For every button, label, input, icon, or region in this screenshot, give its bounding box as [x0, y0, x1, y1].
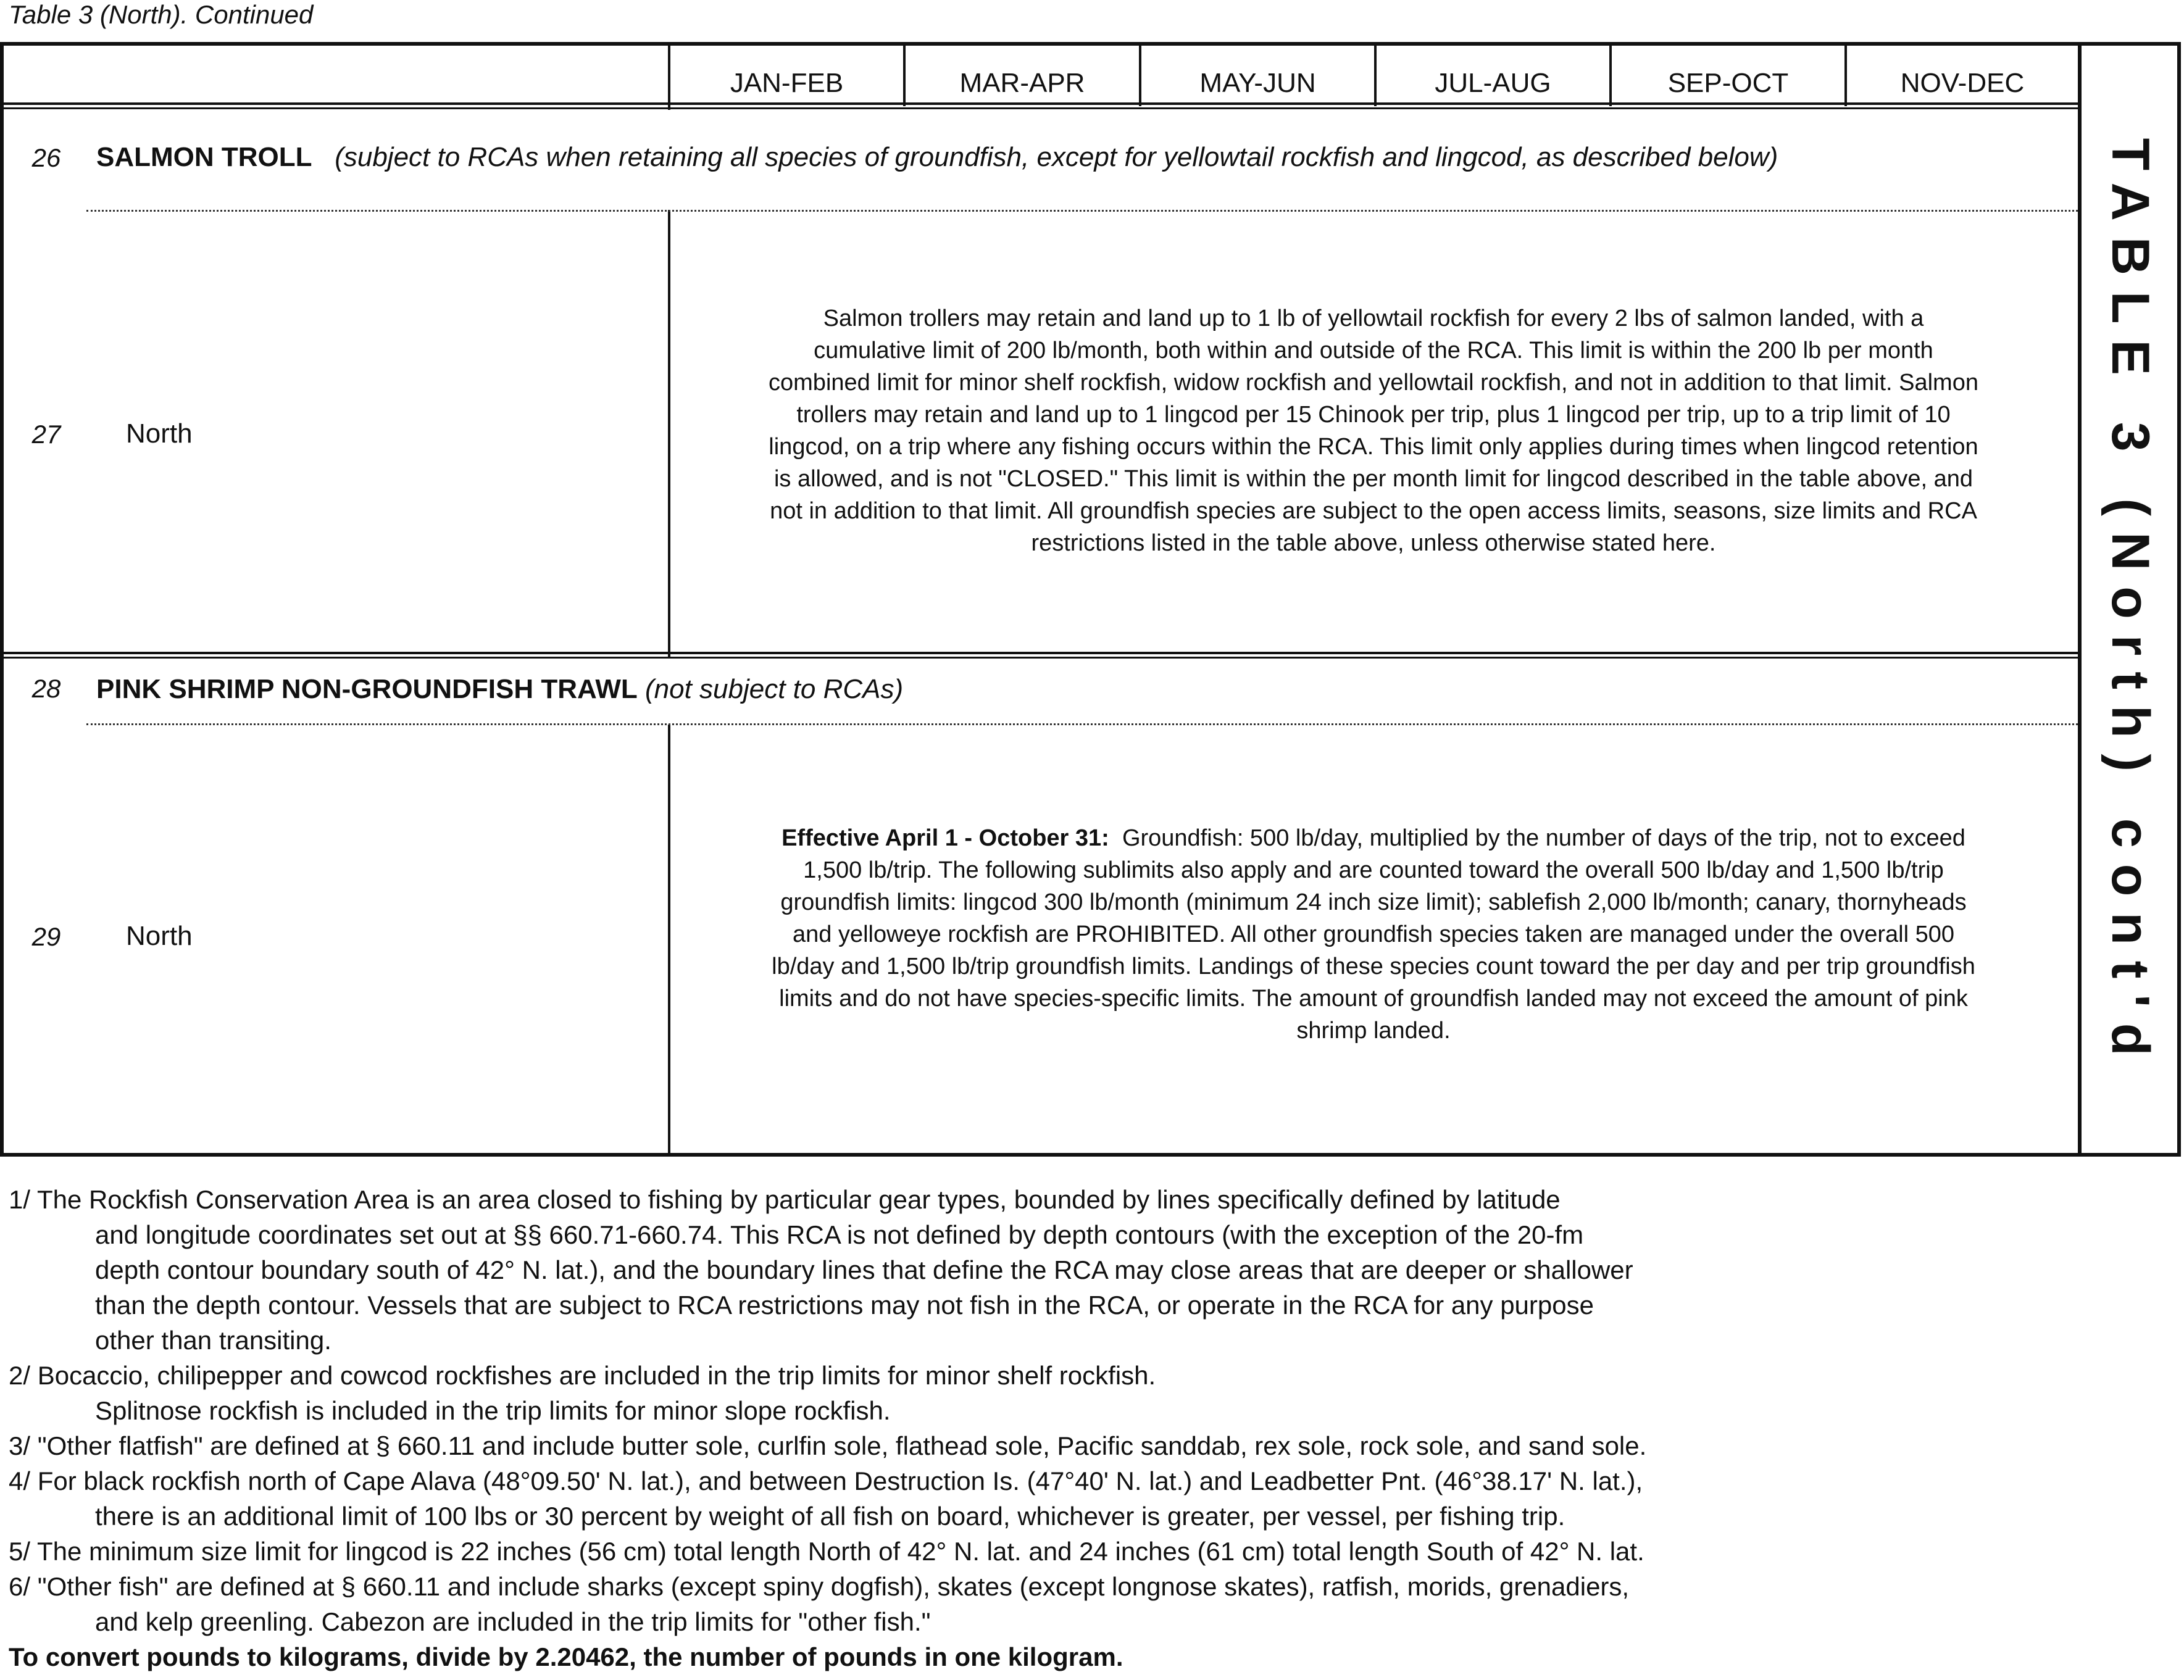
- footnote-line: 5/ The minimum size limit for lingcod is 22 inches (56 cm) total length North of 42° N. lat. and 24 inches (61 cm) total length South of 42° N. lat.: [9, 1537, 1644, 1566]
- limit-text-line: shrimp landed.: [1296, 1018, 1451, 1044]
- footnote-line: than the depth contour. Vessels that are subject to RCA restrictions may not fish in the RCA, or operate in the RCA for any purpose: [95, 1291, 1594, 1320]
- footnote-line: and kelp greenling. Cabezon are included in the trip limits for "other fish.": [95, 1607, 931, 1636]
- section-separator: [4, 657, 2078, 659]
- table-caption: Table 3 (North). Continued: [9, 0, 314, 29]
- pink-shrimp-limit-text: [673, 822, 2074, 1047]
- footnote-line: there is an additional limit of 100 lbs or 30 percent by weight of all fish on board, whichever is greater, per vessel, per fishing trip.: [95, 1502, 1565, 1531]
- footnote-line: 1/ The Rockfish Conservation Area is an area closed to fishing by particular gear types, bounded by lines specifically defined by latitude: [9, 1185, 1561, 1214]
- row-number: 28: [31, 674, 61, 703]
- section-rule: [86, 210, 2078, 212]
- section-title-salmon-troll: [96, 142, 1778, 173]
- period-header-jul-aug: JUL-AUG: [1435, 68, 1551, 98]
- divider-col-left: [668, 725, 670, 1153]
- effective-date-label: Effective April 1 - October 31:: [781, 825, 1109, 851]
- limit-text-line: combined limit for minor shelf rockfish, widow rockfish and yellowtail rockfish, and not in addition to that limit. Salmon: [769, 370, 1978, 396]
- limit-text-line: lingcod, on a trip where any fishing occurs within the RCA. This limit only applies during times when lingcod retention: [769, 434, 1978, 460]
- period-header-sep-oct: SEP-OCT: [1667, 68, 1789, 98]
- section-title-text: SALMON TROLL: [96, 142, 312, 172]
- footnote-3: [9, 1428, 2169, 1463]
- footnote-line: Splitnose rockfish is included in the trip limits for minor slope rockfish.: [95, 1396, 891, 1425]
- row-number: 29: [31, 922, 61, 951]
- period-header-mar-apr: MAR-APR: [959, 68, 1085, 98]
- region-label: North: [126, 418, 193, 449]
- limit-text-line: limits and do not have species-specific limits. The amount of groundfish landed may not exceed the amount of pink: [779, 986, 1968, 1012]
- limit-text-line: lb/day and 1,500 lb/trip groundfish limits. Landings of these species count toward the per day and per trip groundfish: [772, 954, 1975, 979]
- limit-text-line: [673, 822, 2074, 854]
- footnote-line: and longitude coordinates set out at §§ 660.71-660.74. This RCA is not defined by depth contours (with the exception of the 20-fm: [95, 1220, 1584, 1249]
- footnote-6: [9, 1569, 2169, 1639]
- limit-text-line: restrictions listed in the table above, unless otherwise stated here.: [1031, 530, 1716, 556]
- footnote-2: [9, 1358, 2169, 1428]
- footnotes: [9, 1182, 2169, 1674]
- region-label: North: [126, 921, 193, 951]
- limit-text-line: 1,500 lb/trip. The following sublimits also apply and are counted toward the overall 500 lb/day and 1,500 lb/trip: [803, 857, 1944, 883]
- limit-text-span: Groundfish: 500 lb/day, multiplied by the number of days of the trip, not to exceed: [1122, 825, 1965, 851]
- section-title-text: PINK SHRIMP NON-GROUNDFISH TRAWL: [96, 674, 638, 704]
- limit-text-line: Salmon trollers may retain and land up to 1 lb of yellowtail rockfish for every 2 lbs of salmon landed, with a: [823, 306, 1924, 331]
- limit-text-line: trollers may retain and land up to 1 lingcod per 15 Chinook per trip, plus 1 lingcod per trip, up to a trip limit of 10: [796, 402, 1951, 428]
- section-separator: [4, 652, 2078, 654]
- side-title: [2082, 86, 2179, 1123]
- limit-text-line: is allowed, and is not "CLOSED." This limit is within the per month limit for lingcod described in the table above, and: [773, 466, 1973, 492]
- footnote-line: 3/ "Other flatfish" are defined at § 660.11 and include butter sole, curlfin sole, flathead sole, Pacific sanddab, rex sole, rock sole, and sand sole.: [9, 1431, 1647, 1460]
- footnote-line: 2/ Bocaccio, chilipepper and cowcod rockfishes are included in the trip limits for minor shelf rockfish.: [9, 1361, 1156, 1390]
- footnote-line: other than transiting.: [95, 1326, 331, 1355]
- limit-text-line: not in addition to that limit. All groundfish species are subject to the open access limits, seasons, size limits and RCA: [770, 498, 1977, 524]
- side-title-text: TABLE 3 (North) cont'd: [2101, 138, 2160, 1072]
- section-title-pink-shrimp: [96, 674, 903, 705]
- header-rule: [4, 107, 2078, 109]
- row-number: 26: [31, 143, 61, 172]
- footnote-line: 4/ For black rockfish north of Cape Alava (48°09.50' N. lat.), and between Destruction Is. (47°40' N. lat.) and Leadbetter Pnt. (46°38.17' N. lat.),: [9, 1466, 1643, 1495]
- footnote-4: [9, 1463, 2169, 1534]
- conversion-note: To convert pounds to kilograms, divide by 2.20462, the number of pounds in one kilogram.: [9, 1642, 1123, 1671]
- salmon-troll-limit-text: [673, 302, 2074, 559]
- section-subtitle: (not subject to RCAs): [644, 674, 904, 704]
- limit-text-line: and yelloweye rockfish are PROHIBITED. All other groundfish species taken are managed under the overall 500: [792, 921, 1955, 947]
- limit-text-line: cumulative limit of 200 lb/month, both within and outside of the RCA. This limit is within the 200 lb per month: [814, 338, 1933, 364]
- limit-text-line: groundfish limits: lingcod 300 lb/month (minimum 24 inch size limit); sablefish 2,000 lb/month; canary, thornyheads: [780, 889, 1967, 915]
- footnote-5: [9, 1534, 2169, 1569]
- period-header-may-jun: MAY-JUN: [1199, 68, 1316, 98]
- section-subtitle: (subject to RCAs when retaining all species of groundfish, except for yellowtail rockfish and lingcod, as described below): [335, 142, 1778, 172]
- period-header-nov-dec: NOV-DEC: [1900, 68, 2025, 98]
- section-rule: [86, 723, 2078, 725]
- divider-col-left: [668, 212, 670, 655]
- footnote-1: [9, 1182, 2169, 1358]
- period-header-jan-feb: JAN-FEB: [730, 68, 844, 98]
- row-number: 27: [31, 420, 61, 449]
- footnote-line: depth contour boundary south of 42° N. lat.), and the boundary lines that define the RCA may close areas that are deeper or shallower: [95, 1255, 1633, 1284]
- footnote-line: 6/ "Other fish" are defined at § 660.11 and include sharks (except spiny dogfish), skates (except longnose skates), ratfish, morids, grenadiers,: [9, 1572, 1630, 1601]
